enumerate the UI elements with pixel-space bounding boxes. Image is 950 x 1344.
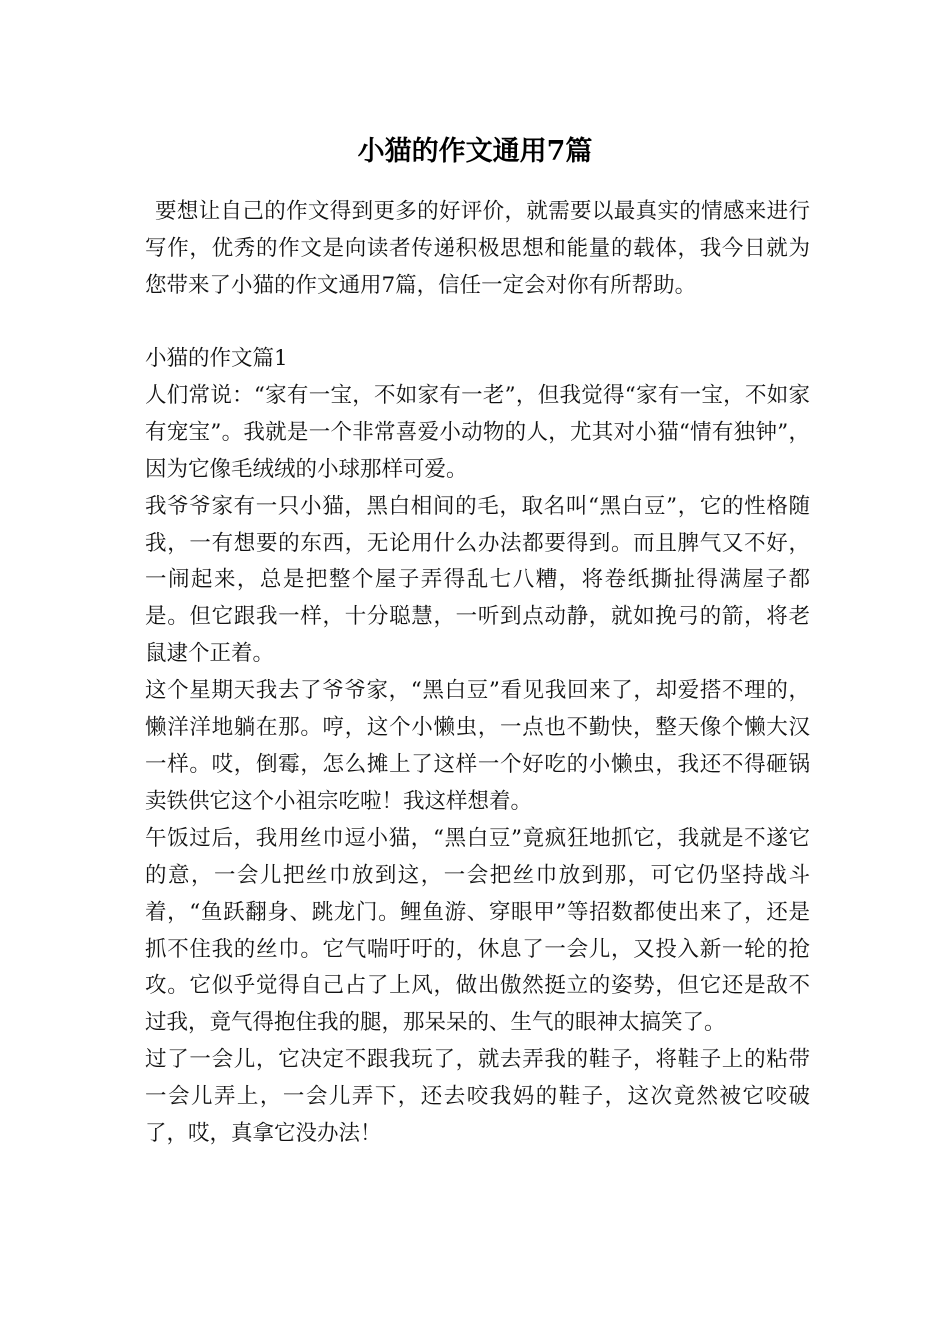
paragraph-2: 我爷爷家有一只小猫，黑白相间的毛，取名叫“黑白豆”，它的性格随我，一有想要的东西，无论用什么办法都要得到。而且脾气又不好，一闹起来，总是把整个屋子弄得乱七八糟，将卷纸撕扯得满屋子都是。但它跟我一样，十分聪慧，一听到点动静，就如挽弓的箭，将老鼠逮个正着。 [145,493,810,667]
paragraph-4: 午饭过后，我用丝巾逗小猫，“黑白豆”竟疯狂地抓它，我就是不遂它的意，一会儿把丝巾放到这，一会把丝巾放到那，可它仍坚持战斗着，“鱼跃翻身、跳龙门。鲤鱼游、穿眼甲”等招数都使出来了，还是抓不住我的丝巾。它气喘吁吁的，休息了一会儿，又投入新一轮的抢攻。它似乎觉得自己占了上风，做出傲然挺立的姿势，但它还是敌不过我，竟气得抱住我的腿，那呆呆的、生气的眼神太搞笑了。 [145,825,810,1036]
paragraph-3: 这个星期天我去了爷爷家，“黑白豆”看见我回来了，却爱搭不理的，懒洋洋地躺在那。哼，这个小懒虫，一点也不勤快，整天像个懒大汉一样。哎，倒霉，怎么摊上了这样一个好吃的小懒虫，我还不得砸锅卖铁供它这个小祖宗吃啦！我这样想着。 [145,678,810,814]
intro-paragraph: 要想让自己的作文得到更多的好评价，就需要以最真实的情感来进行写作，优秀的作文是向读者传递积极思想和能量的载体，我今日就为您带来了小猫的作文通用7篇，信任一定会对你有所帮助。 [145,199,810,298]
section-heading: 小猫的作文篇1 [145,346,288,371]
paragraph-5: 过了一会儿，它决定不跟我玩了，就去弄我的鞋子，将鞋子上的粘带一会儿弄上，一会儿弄下，还去咬我妈的鞋子，这次竟然被它咬破了，哎，真拿它没办法！ [145,1047,810,1147]
paragraph-1: 人们常说：“家有一宝，不如家有一老”，但我觉得“家有一宝，不如家有宠宝”。我就是一个非常喜爱小动物的人，尤其对小猫“情有独钟”，因为它像毛绒绒的小球那样可爱。 [145,382,810,482]
document-title: 小猫的作文通用7篇 [357,136,593,167]
article-block [145,341,810,1153]
intro-block [145,194,810,305]
